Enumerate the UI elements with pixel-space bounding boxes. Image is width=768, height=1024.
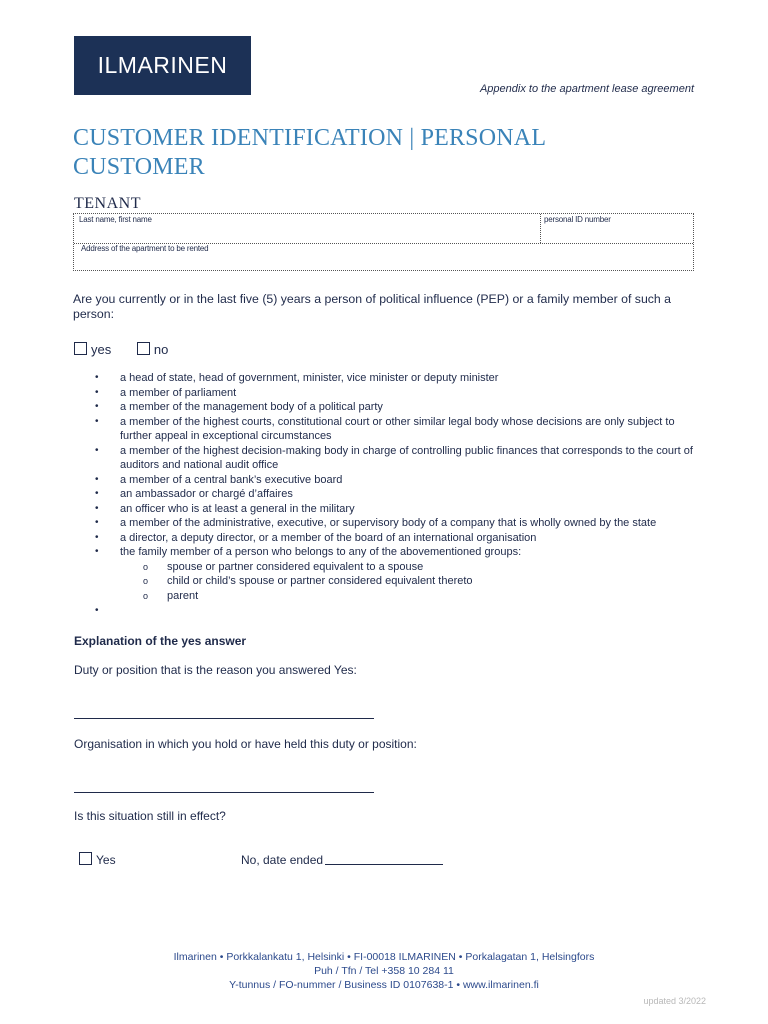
company-logo (74, 36, 251, 95)
list-item: • a member of the highest courts, constitutional court or other similar legal body whose decisions are only subject to further appeal in exceptional circumstances (91, 415, 696, 444)
in-effect-no-option[interactable] (241, 853, 443, 867)
list-item: • a member of parliament (91, 386, 696, 401)
pep-question: Are you currently or in the last five (5) years a person of political influence (PEP) or a family member of such a person: (73, 292, 672, 321)
tenant-id-table (73, 213, 694, 271)
pep-yes-checkbox[interactable] (74, 342, 87, 355)
list-item: • a head of state, head of government, minister, vice minister or deputy minister (91, 371, 696, 386)
footer-phone: Puh / Tfn / Tel +358 10 284 11 (314, 965, 454, 977)
in-effect-question: Is this situation still in effect? (74, 809, 226, 823)
updated-date: updated 3/2022 (643, 996, 706, 1006)
explanation-heading: Explanation of the yes answer (74, 634, 247, 648)
sub-list-item: o spouse or partner considered equivalent to a spouse (120, 560, 696, 575)
duty-question: Duty or position that is the reason you answered Yes: (74, 663, 357, 677)
personal-id-field[interactable] (541, 214, 693, 243)
organisation-question: Organisation in which you hold or have held this duty or position: (74, 737, 417, 751)
logo-text: ILMARINEN (97, 52, 228, 78)
pep-yes-option[interactable] (74, 342, 111, 357)
pep-no-label: no (153, 342, 169, 357)
in-effect-yes-option[interactable] (79, 852, 116, 867)
in-effect-yes-checkbox[interactable] (79, 852, 92, 865)
family-item-text: the family member of a person who belongs to any of the abovementioned groups: (120, 546, 522, 558)
pep-category-list (91, 371, 696, 603)
name-field-label: Last name, first name (79, 215, 152, 224)
pep-yes-label: yes (91, 342, 112, 357)
pep-no-option[interactable] (137, 342, 168, 357)
address-field-label: Address of the apartment to be rented (81, 244, 209, 253)
appendix-note: Appendix to the apartment lease agreement (479, 83, 694, 95)
pep-no-checkbox[interactable] (137, 342, 150, 355)
list-item: • a member of the management body of a political party (91, 400, 696, 415)
list-item: • a director, a deputy director, or a member of the board of an international organisation (91, 531, 696, 546)
in-effect-no-label: No, date ended (241, 853, 324, 867)
footer-address: Ilmarinen • Porkkalankatu 1, Helsinki • FI-00018 ILMARINEN • Porkalagatan 1, Helsingfors (173, 951, 595, 963)
list-item: • a member of the administrative, executive, or supervisory body of a company that is wholly owned by the state (91, 516, 696, 531)
list-item: • a member of a central bank’s executive board (91, 473, 696, 488)
personal-id-field-label: personal ID number (544, 215, 611, 224)
sub-list-item: o child or child’s spouse or partner considered equivalent thereto (120, 574, 696, 589)
date-ended-line[interactable] (325, 853, 443, 865)
document-title: CUSTOMER IDENTIFICATION | PERSONAL CUSTOMER (73, 125, 546, 180)
list-item: • an officer who is at least a general in the military (91, 502, 696, 517)
address-field[interactable] (74, 243, 693, 270)
list-item: • a member of the highest decision-making body in charge of controlling public finances that corresponds to the court of auditors and national audit office (91, 444, 696, 473)
name-field[interactable] (74, 214, 541, 243)
footer-business-id: Y-tunnus / FO-nummer / Business ID 0107638-1 • www.ilmarinen.fi (229, 979, 539, 991)
footer (0, 950, 768, 992)
family-member-list (120, 560, 696, 604)
empty-bullet: • (95, 605, 99, 616)
list-item-family (91, 545, 696, 603)
id-row-name (74, 214, 693, 244)
duty-answer-line[interactable] (74, 718, 374, 719)
section-heading-tenant: TENANT (74, 195, 141, 212)
organisation-answer-line[interactable] (74, 792, 374, 793)
pep-answer-options (74, 342, 190, 357)
list-item: • an ambassador or chargé d’affaires (91, 487, 696, 502)
sub-list-item: o parent (120, 589, 696, 604)
in-effect-yes-label: Yes (96, 853, 116, 867)
